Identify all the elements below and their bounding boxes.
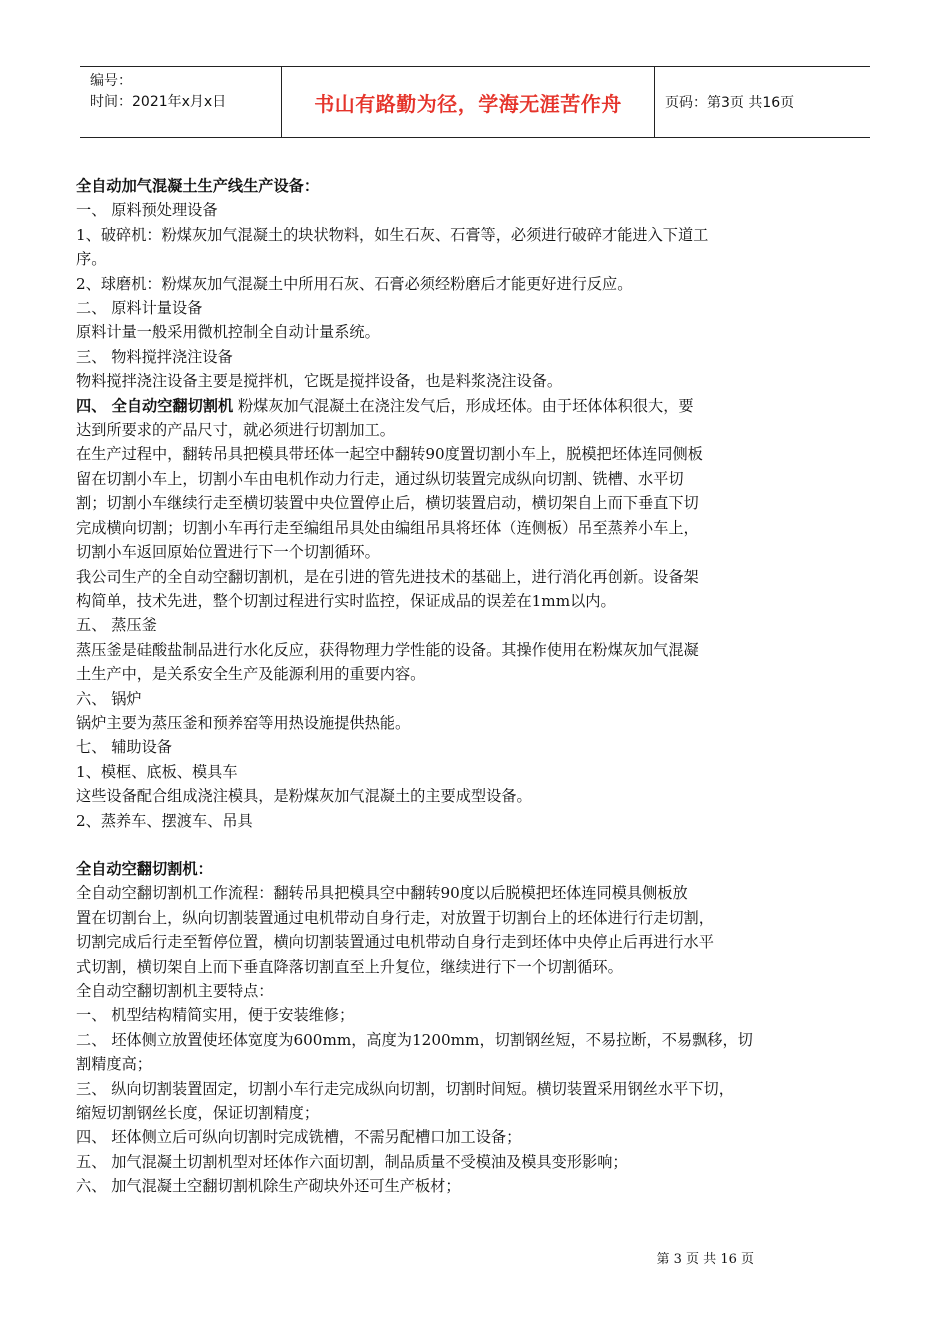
section-gap bbox=[76, 833, 884, 857]
text-line: 原料计量一般采用微机控制全自动计量系统。 bbox=[76, 323, 380, 342]
text-line: 六、 加气混凝土空翻切割机除生产砌块外还可生产板材； bbox=[76, 1177, 461, 1196]
section2-paragraphs bbox=[76, 881, 884, 1198]
text-line: 四、 坯体侧立后可纵向切割时完成铣槽，不需另配槽口加工设备； bbox=[76, 1128, 522, 1147]
text-line: 留在切割小车上，切割小车由电机作动力行走，通过纵切装置完成纵向切割、铣槽、水平切 bbox=[76, 469, 684, 488]
text-line: 全自动空翻切割机主要特点： bbox=[76, 982, 274, 1000]
text-line: 六、 锅炉 bbox=[76, 689, 142, 708]
text-line: 构简单，技术先进，整个切割过程进行实时监控，保证成品的误差在1mm以内。 bbox=[76, 591, 616, 610]
date-label: 时间：2021年x月x日 bbox=[90, 94, 227, 110]
text-line: 物料搅拌浇注设备主要是搅拌机，它既是搅拌设备，也是料浆浇注设备。 bbox=[76, 372, 562, 391]
text-line: 五、 加气混凝土切割机型对坯体作六面切割，制品质量不受模油及模具变形影响； bbox=[76, 1152, 628, 1171]
text-line: 我公司生产的全自动空翻切割机，是在引进的管先进技术的基础上，进行消化再创新。设备架 bbox=[76, 567, 699, 586]
text-line: 二、 坯体侧立放置使坯体宽度为600mm，高度为1200mm，切割钢丝短，不易拉断，不易飘移，切 bbox=[76, 1030, 753, 1049]
document-body bbox=[76, 174, 884, 1199]
text-line: 二、 原料计量设备 bbox=[76, 299, 203, 318]
section1-paragraphs-a bbox=[76, 198, 884, 393]
section2-title: 全自动空翻切割机： bbox=[76, 859, 213, 878]
item4-heading: 四、 全自动空翻切割机 bbox=[76, 396, 234, 415]
text-line: 锅炉主要为蒸压釜和预养窑等用热设施提供热能。 bbox=[76, 713, 411, 732]
text-line: 一、 机型结构精简实用，便于安装维修； bbox=[76, 1006, 355, 1025]
text-line: 七、 辅助设备 bbox=[76, 738, 172, 757]
text-line: 全自动空翻切割机工作流程：翻转吊具把模具空中翻转90度以后脱模把坯体连同模具侧板放 bbox=[76, 884, 688, 903]
text-line: 缩短切割钢丝长度，保证切割精度； bbox=[76, 1104, 319, 1123]
text-line: 五、 蒸压釜 bbox=[76, 616, 157, 635]
page-header bbox=[80, 66, 870, 138]
text-line: 达到所要求的产品尺寸，就必须进行切割加工。 bbox=[76, 421, 395, 440]
text-line: 2、蒸养车、摆渡车、吊具 bbox=[76, 811, 253, 830]
text-line: 式切割，横切架自上而下垂直降落切割直至上升复位，继续进行下一个切割循环。 bbox=[76, 957, 623, 976]
number-label: 编号： bbox=[90, 73, 132, 89]
text-line: 在生产过程中，翻转吊具把模具带坯体一起空中翻转90度置切割小车上，脱模把坯体连同侧板 bbox=[76, 445, 703, 464]
section1-item4-line bbox=[76, 394, 884, 418]
text-line: 切割完成后行走至暂停位置，横向切割装置通过电机带动自身行走到坯体中央停止后再进行水平 bbox=[76, 933, 714, 952]
section1-paragraphs-b bbox=[76, 418, 884, 833]
text-line: 1、破碎机：粉煤灰加气混凝土的块状物料，如生石灰、石膏等，必须进行破碎才能进入下道工 bbox=[76, 225, 709, 244]
section1-title: 全自动加气混凝土生产线生产设备： bbox=[76, 177, 319, 195]
text-line: 完成横向切割；切割小车再行走至编组吊具处由编组吊具将坯体（连侧板）吊至蒸养小车上， bbox=[76, 518, 699, 537]
item4-text: 粉煤灰加气混凝土在浇注发气后，形成坯体。由于坯体体积很大，要 bbox=[233, 396, 694, 415]
header-page-info: 页码：第3页 共16页 bbox=[665, 95, 795, 111]
text-line: 序。 bbox=[76, 250, 107, 269]
text-line: 2、球磨机：粉煤灰加气混凝土中所用石灰、石膏必须经粉磨后才能更好进行反应。 bbox=[76, 274, 633, 293]
text-line: 切割小车返回原始位置进行下一个切割循环。 bbox=[76, 543, 380, 562]
text-line: 一、 原料预处理设备 bbox=[76, 201, 218, 220]
text-line: 这些设备配合组成浇注模具，是粉煤灰加气混凝土的主要成型设备。 bbox=[76, 787, 532, 806]
page-footer: 第 3 页 共 16 页 bbox=[656, 1252, 754, 1267]
text-line: 置在切割台上，纵向切割装置通过电机带动自身行走，对放置于切割台上的坯体进行行走切割， bbox=[76, 908, 714, 927]
text-line: 1、模框、底板、模具车 bbox=[76, 762, 238, 781]
text-line: 割；切割小车继续行走至横切装置中央位置停止后，横切装置启动，横切架自上而下垂直下切 bbox=[76, 494, 699, 513]
header-meta bbox=[80, 67, 282, 137]
text-line: 割精度高； bbox=[76, 1055, 152, 1074]
text-line: 三、 物料搅拌浇注设备 bbox=[76, 347, 233, 366]
text-line: 蒸压釜是硅酸盐制品进行水化反应，获得物理力学性能的设备。其操作使用在粉煤灰加气混凝 bbox=[76, 640, 699, 659]
header-motto: 书山有路勤为径，学海无涯苦作舟 bbox=[282, 67, 655, 137]
text-line: 土生产中，是关系安全生产及能源利用的重要内容。 bbox=[76, 665, 426, 684]
text-line: 三、 纵向切割装置固定，切割小车行走完成纵向切割，切割时间短。横切装置采用钢丝水平下切， bbox=[76, 1079, 734, 1098]
